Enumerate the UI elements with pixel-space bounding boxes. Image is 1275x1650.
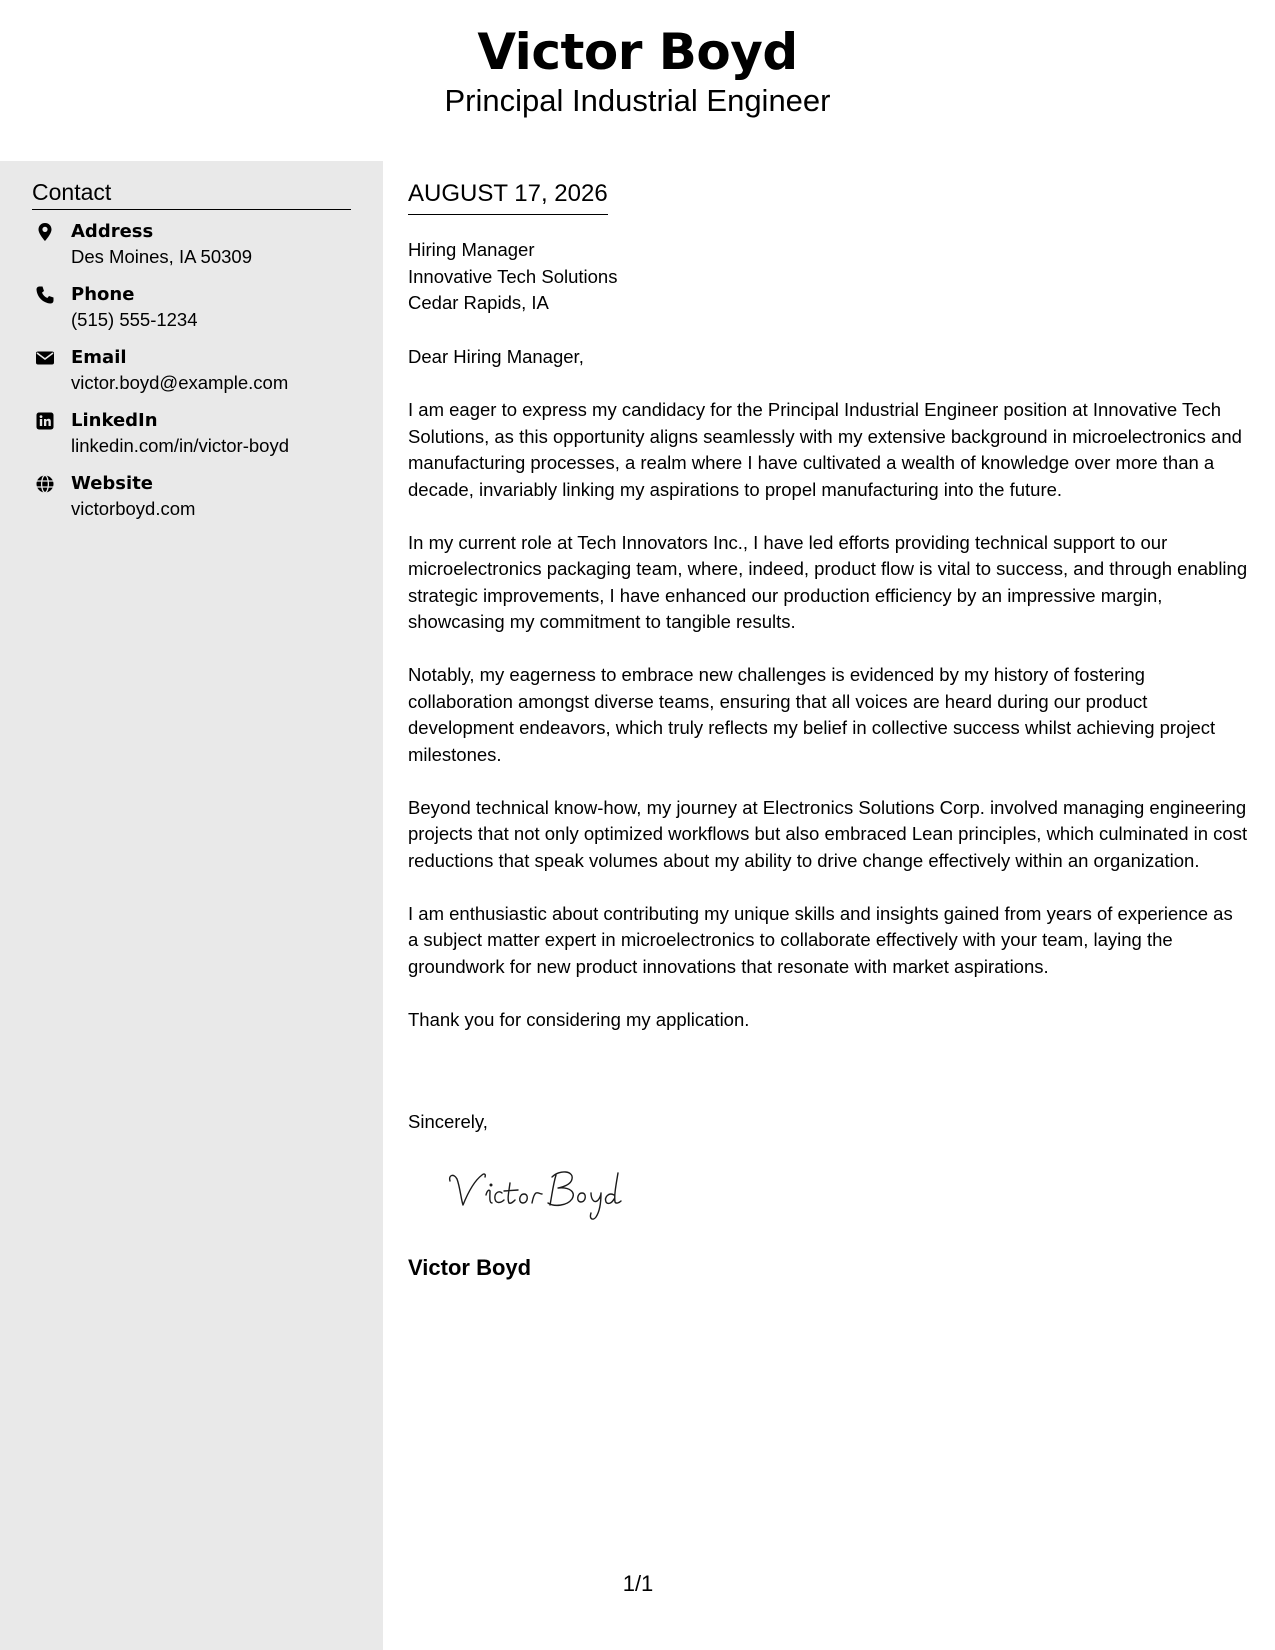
contact-item-email (32, 345, 362, 408)
contact-label-email: Email (71, 347, 127, 368)
contact-label-phone: Phone (71, 284, 135, 305)
contact-value-address: Des Moines, IA 50309 (71, 246, 252, 267)
applicant-name: Victor Boyd (477, 23, 798, 81)
phone-icon (35, 285, 55, 305)
recipient-line: Hiring Manager (408, 239, 535, 260)
letter-paragraph: Notably, my eagerness to embrace new challenges is evidenced by my history of fostering collaboration amongst diverse teams, ensuring that all voices are heard during our product development endeavors, which truly reflects my belief in collective success whilst achieving project milestones. (408, 664, 1216, 765)
letter-paragraphs (408, 397, 1248, 1060)
linkedin-icon (35, 411, 55, 431)
contact-value-phone: (515) 555-1234 (71, 309, 198, 330)
closing: Sincerely, (408, 1111, 488, 1132)
letter-paragraph: Thank you for considering my application. (408, 1008, 750, 1030)
contact-label-website: Website (71, 473, 154, 494)
contact-value-email[interactable]: victor.boyd@example.com (71, 372, 289, 393)
contact-list (32, 219, 362, 534)
salutation: Dear Hiring Manager, (408, 346, 584, 367)
letter-paragraph: I am eager to express my candidacy for the Principal Industrial Engineer position at Innovative Tech Solutions, as this opportunity aligns seamlessly with my extensive background in microelectronics and manufacturing processes, a realm where I have cultivated a wealth of knowledge over more than a decade, invariably linking my aspirations to propel manufacturing into the future. (408, 399, 1242, 500)
letter-date: AUGUST 17, 2026 (408, 179, 608, 215)
contact-label-address: Address (71, 221, 154, 242)
page-number: 1/1 (622, 1571, 654, 1596)
contact-value-website[interactable]: victorboyd.com (71, 498, 196, 519)
contact-item-website (32, 471, 362, 534)
contact-sidebar (0, 161, 383, 1650)
contact-heading: Contact (32, 177, 351, 210)
contact-item-phone (32, 282, 362, 345)
contact-value-linkedin[interactable]: linkedin.com/in/victor-boyd (71, 435, 289, 456)
letter-paragraph: Beyond technical know-how, my journey at Electronics Solutions Corp. involved managing engineering projects that not only optimized workflows but also embraced Lean principles, which culminated in cost reductions that speak volumes about my ability to drive change effectively within an organization. (408, 796, 1248, 871)
recipient-line: Innovative Tech Solutions (408, 265, 618, 287)
letter-paragraph: In my current role at Tech Innovators Inc., I have led efforts providing technical support to our microelectronics packaging team, where, indeed, product flow is vital to success, and through enabling strategic improvements, I have enhanced our production efficiency by an impressive margin, showcasing my commitment to tangible results. (408, 531, 1248, 632)
handwritten-signature (446, 1161, 646, 1221)
contact-item-linkedin (32, 408, 362, 471)
contact-label-linkedin: LinkedIn (71, 410, 158, 431)
recipient-line: Cedar Rapids, IA (408, 292, 549, 313)
envelope-icon (35, 348, 55, 368)
recipient-block (408, 237, 617, 317)
letter-paragraph: I am enthusiastic about contributing my unique skills and insights gained from years of experience as a subject matter expert in microelectronics to collaborate effectively with your team, laying the groundwork for new product innovations that resonate with market aspirations. (408, 902, 1233, 977)
signer-name: Victor Boyd (408, 1255, 532, 1280)
globe-icon (35, 474, 55, 494)
letter-header (0, 0, 1275, 160)
map-pin-icon (35, 222, 55, 242)
contact-item-address (32, 219, 362, 282)
applicant-title: Principal Industrial Engineer (444, 83, 831, 118)
